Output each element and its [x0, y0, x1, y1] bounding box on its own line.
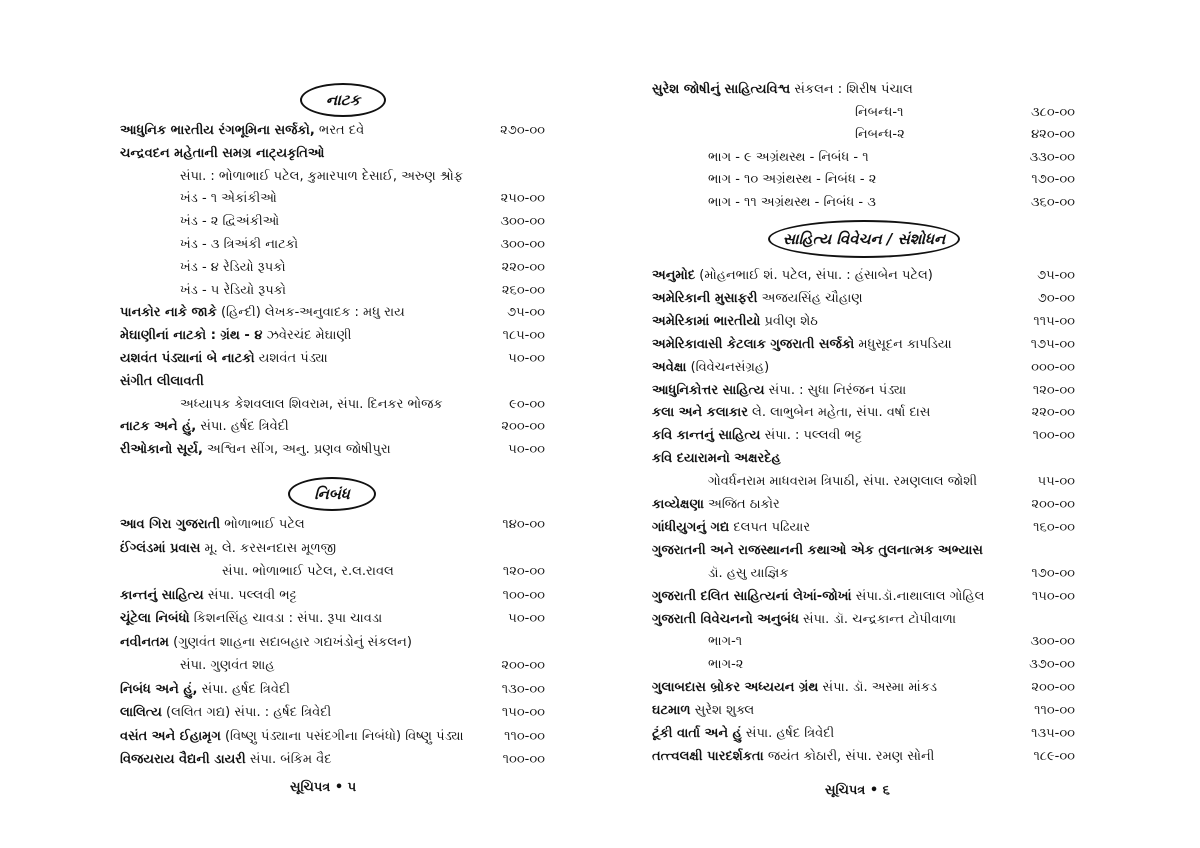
entry-title: કાવ્યેક્ષણા — [652, 497, 704, 512]
entry-price: ૧૧૦-૦૦ — [1034, 703, 1075, 719]
entry-price: ૧૪૦-૦૦ — [502, 517, 545, 532]
entry-title: આધુનિકોત્તર સાહિત્ય — [652, 382, 765, 398]
catalogue-row — [600, 678, 1200, 698]
entry-price: ૧૫૦-૦૦ — [1031, 588, 1075, 604]
entry-title: અમેરિકાની મુસાફરી — [652, 290, 758, 306]
catalogue-row — [0, 633, 600, 653]
entry-text — [120, 144, 324, 164]
catalogue-row — [600, 587, 1200, 607]
entry-text — [652, 358, 769, 378]
entry-title: કવિ દયારામનો અક્ષરદેહ — [652, 451, 781, 467]
entry-details: મૂ. લે. કરસનદાસ મૂળજી — [200, 540, 337, 556]
catalogue-row — [0, 703, 600, 723]
entry-text — [180, 281, 286, 301]
entry-details: ભાગ - ૧૦ અગ્રંથસ્થ - નિબંધ - ૨ — [708, 172, 877, 187]
entry-price: ૭૦-૦૦ — [1037, 290, 1075, 306]
entry-price: ૧૬૦-૦૦ — [1033, 519, 1075, 535]
entry-details: ખંડ - ૧ એકાંકીઓ — [180, 191, 277, 207]
entry-title: કાન્તનું સાહિત્ય — [120, 587, 204, 603]
section-heading-natak — [300, 83, 386, 117]
entry-title: ગુજરાતી દલિત સાહિત્યનાં લેખાં-જોખાં — [652, 588, 852, 604]
entry-title: ઈંગ્લંડમાં પ્રવાસ — [120, 540, 201, 556]
entry-text — [180, 395, 443, 415]
section-heading-nibandh-label: નિબંધ — [314, 485, 350, 503]
entry-details: સંપા. ડૉ. અસ્મા માંકડ — [818, 680, 938, 696]
catalogue-row — [600, 403, 1200, 423]
catalogue-row — [0, 281, 600, 301]
entry-title: અમેરિકાવાસી કેટલાક ગુજરાતી સર્જકો — [652, 336, 855, 352]
catalogue-row — [600, 724, 1200, 744]
entry-price: ૧૫૦-૦૦ — [501, 705, 545, 720]
catalogue-row — [0, 515, 600, 535]
entry-text — [120, 633, 412, 653]
entry-price: ૧૧૫-૦૦ — [1033, 313, 1075, 329]
entry-title: સુરેશ જોષીનું સાહિત્યવિશ્વ — [652, 82, 791, 97]
entry-details: કિશનસિંહ ચાવડા : સંપા. રૂપા ચાવડા — [189, 611, 383, 626]
entry-text — [120, 440, 391, 460]
entry-title: ચન્દ્રવદન મહેતાની સમગ્ર નાટ્યકૃતિઓ — [120, 145, 325, 161]
entry-price: ૧૦૦-૦૦ — [502, 752, 545, 767]
entry-text — [652, 449, 781, 469]
entry-text — [708, 632, 742, 652]
entry-title: અવેક્ષા — [652, 359, 687, 375]
entry-details: સંપા. હર્ષદ ત્રિવેદી — [741, 726, 835, 741]
entry-text — [120, 121, 364, 141]
entry-price: ૩૩૦-૦૦ — [1029, 149, 1075, 165]
entry-details: (લલિત ગદ્ય) સંપા. : હર્ષદ ત્રિવેદી — [161, 705, 332, 720]
entry-price: ૨૨૦-૦૦ — [501, 259, 545, 275]
entry-text — [120, 703, 331, 723]
entry-text — [652, 426, 862, 446]
catalogue-row — [0, 656, 600, 676]
catalogue-row — [0, 372, 600, 392]
catalogue-row — [600, 632, 1200, 652]
entry-details: નિબન્ધ-૧ — [855, 104, 904, 120]
entry-price: ૫૦-૦૦ — [508, 442, 545, 458]
entry-title: વિજયરાય વૈદ્યની ડાયરી — [120, 752, 246, 767]
entry-text — [180, 189, 277, 209]
entry-details: સંપા. ગુણવંત શાહ — [180, 658, 275, 673]
entry-price: ૧૦૦-૦૦ — [502, 587, 545, 603]
catalogue-row — [600, 289, 1200, 309]
catalogue-row — [600, 518, 1200, 538]
entry-title: ગુજરાતની અને રાજસ્થાનની કથાઓ એક તુલનાત્મક અભ્યાસ — [652, 542, 983, 558]
entry-title: અમેરિકામાં ભારતીયો — [652, 313, 761, 329]
catalogue-row — [0, 167, 600, 187]
entry-title: સંગીત લીલાવતી — [120, 373, 204, 389]
entry-details: અધ્યાપક કેશવલાલ શિવરામ, સંપા. દિનકર ભોજક — [180, 396, 443, 412]
entry-price: ૨૨૦-૦૦ — [1031, 405, 1075, 421]
entry-details: સંપા.ડૉ.નાથાલાલ ગોહિલ — [851, 588, 985, 604]
entry-text — [120, 303, 405, 323]
catalogue-row — [600, 701, 1200, 721]
catalogue-row — [600, 610, 1200, 630]
entry-text — [120, 609, 382, 629]
entry-details: નિબન્ધ-૨ — [855, 127, 905, 142]
entry-text — [180, 167, 463, 187]
entry-price: ૨૦૦-૦૦ — [501, 658, 545, 673]
entry-text — [708, 193, 876, 213]
entry-details: (વિષ્ણુ પંડ્યાના પસંદગીના નિબંધો) વિષ્ણુ પંડ્યા — [220, 728, 464, 744]
entry-title: અનુમોદ — [652, 268, 696, 283]
entry-text — [708, 564, 789, 584]
entry-text — [652, 678, 937, 698]
entry-details: અજયસિંહ ચૌહાણ — [757, 290, 863, 306]
catalogue-row — [600, 564, 1200, 584]
catalogue-row — [600, 472, 1200, 492]
entry-details: (હિન્દી) લેખક-અનુવાદક : મધુ રાય — [216, 305, 405, 321]
entry-title: યશવંત પંડ્યાનાં બે નાટકો — [120, 351, 255, 366]
entry-price: ૩૭૦-૦૦ — [1029, 657, 1075, 673]
right-page — [600, 0, 1200, 848]
entry-price: ૨૦૦-૦૦ — [1031, 680, 1075, 696]
entry-price: ૯૦-૦૦ — [509, 396, 545, 412]
entry-text — [652, 747, 934, 767]
entry-price: ૭૫-૦૦ — [507, 305, 545, 321]
entry-text — [652, 266, 933, 286]
entry-price: ૧૦૦-૦૦ — [1032, 428, 1075, 444]
entry-details: ગોવર્ધનરામ માધવરામ ત્રિપાઠી, સંપા. રમણલાલ જોશી — [708, 474, 978, 490]
catalogue-row — [0, 326, 600, 346]
entry-text — [652, 587, 984, 607]
catalogue-row — [0, 212, 600, 232]
entry-price: ૩૦૦-૦૦ — [500, 214, 545, 230]
catalogue-row — [0, 586, 600, 606]
entry-price: ૭૫-૦૦ — [1037, 268, 1075, 283]
entry-price: ૨૦૦-૦૦ — [1031, 497, 1075, 512]
section-heading-nibandh — [288, 477, 376, 511]
entry-text — [652, 518, 810, 538]
entry-details: સંપા. પલ્લવી ભટ્ટ — [203, 587, 297, 603]
entry-text — [652, 289, 863, 309]
entry-title: નવીનતમ — [120, 634, 169, 650]
entry-text — [652, 335, 952, 355]
catalogue-row — [0, 680, 600, 700]
entry-details: સંપા. : પલ્લવી ભટ્ટ — [760, 428, 862, 444]
entry-details: ભાગ - ૯ અગ્રંથસ્થ - નિબંધ - ૧ — [708, 149, 869, 165]
entry-details: મધુસૂદન કાપડિયા — [854, 336, 952, 352]
entry-price: ૧૩૦-૦૦ — [501, 681, 545, 697]
catalogue-row — [600, 655, 1200, 675]
entry-details: યશવંત પંડ્યા — [254, 351, 328, 366]
entry-text — [708, 148, 869, 168]
entry-price: ૧૨૦-૦૦ — [502, 564, 545, 579]
catalogue-row — [600, 103, 1200, 123]
entry-text — [120, 727, 464, 747]
entry-details: ઝવેરચંદ મેઘાણી — [262, 328, 352, 344]
entry-price: ૦૦૦-૦૦ — [1031, 359, 1075, 375]
catalogue-row — [600, 747, 1200, 767]
catalogue-row — [600, 426, 1200, 446]
catalogue-row — [0, 395, 600, 415]
catalogue-row — [600, 193, 1200, 213]
entry-details: પ્રવીણ શેઠ — [760, 313, 818, 329]
entry-title: આવ ગિરા ગુજરાતી — [120, 517, 221, 532]
entry-price: ૨૫૦-૦૦ — [500, 191, 545, 207]
entry-price: ૧૭૦-૦૦ — [1031, 565, 1075, 581]
entry-details: સુરેશ શુક્લ — [690, 703, 755, 719]
entry-text — [652, 403, 930, 423]
entry-title: વસંત અને ઈહામૃગ — [120, 728, 221, 744]
entry-text — [652, 610, 956, 630]
section-heading-sahitya-label: સાહિત્ય વિવેચન / સંશોધન — [782, 230, 946, 248]
entry-title: તત્ત્વલક્ષી પારદર્શકતા — [652, 748, 764, 764]
catalogue-row — [600, 80, 1200, 100]
entry-details: ડૉ. હસુ યાજ્ઞિક — [708, 565, 789, 581]
entry-details: ભાગ-૨ — [708, 657, 744, 673]
entry-text — [708, 655, 743, 675]
entry-details: સંપા. હર્ષદ ત્રિવેદી — [197, 681, 290, 697]
entry-price: ૫૦-૦૦ — [508, 351, 545, 366]
entry-price: ૧૨૦-૦૦ — [1032, 382, 1075, 398]
entry-details: (મોહનભાઈ શં. પટેલ, સંપા. : હંસાબેન પટેલ) — [695, 268, 933, 283]
entry-details: સંપા. : ભોળાભાઈ પટેલ, કુમારપાળ દેસાઈ, અરુણ શ્રોફ — [180, 168, 464, 184]
page-footer-left: સૂચિપત્ર • ૫ — [290, 780, 357, 795]
entry-details: ખંડ - ૫ રેડિયો રૂપકો — [180, 282, 287, 298]
catalogue-row — [0, 609, 600, 629]
entry-details: સંપા. હર્ષદ ત્રિવેદી — [196, 419, 289, 435]
entry-price: ૩૦૦-૦૦ — [1030, 634, 1075, 650]
catalogue-row — [600, 266, 1200, 286]
entry-details: સંપા. : સુધા નિરંજન પંડ્યા — [764, 382, 907, 398]
catalogue-row — [0, 440, 600, 460]
entry-text — [120, 586, 297, 606]
catalogue-row — [600, 312, 1200, 332]
entry-price: ૩૬૦-૦૦ — [1030, 194, 1075, 210]
entry-text — [120, 680, 290, 700]
entry-text — [222, 562, 394, 582]
entry-price: ૨૭૦-૦૦ — [500, 123, 545, 138]
entry-details: અશ્વિન સીંગ, અનુ. પ્રણવ જોષીપુરા — [202, 442, 391, 458]
section-heading-natak-label: નાટક — [325, 91, 361, 109]
entry-details: ભરત દવે — [314, 123, 365, 138]
entry-price: ૧૮૫-૦૦ — [502, 328, 545, 344]
catalogue-row — [600, 148, 1200, 168]
entry-title: ગાંધીયુગનું ગદ્ય — [652, 519, 730, 535]
entry-text — [652, 312, 818, 332]
entry-title: રીઓકાનો સૂર્ય, — [120, 442, 203, 458]
entry-price: ૧૮૯-૦૦ — [1033, 748, 1075, 764]
catalogue-row — [0, 189, 600, 209]
entry-text — [652, 495, 780, 515]
entry-text — [652, 724, 834, 744]
catalogue-row — [0, 727, 600, 747]
catalogue-row — [0, 235, 600, 255]
catalogue-row — [0, 258, 600, 278]
catalogue-row — [0, 349, 600, 369]
entry-text — [120, 349, 328, 369]
entry-text — [855, 103, 903, 123]
entry-text — [120, 417, 289, 437]
entry-price: ૧૧૦-૦૦ — [504, 728, 545, 744]
entry-title: ચૂંટેલા નિબંધો — [120, 611, 190, 626]
entry-title: લાલિત્ય — [120, 705, 162, 720]
entry-text — [855, 125, 905, 145]
entry-details: (વિવેચનસંગ્રહ) — [686, 359, 770, 375]
catalogue-row — [0, 121, 600, 141]
entry-text — [120, 539, 336, 559]
entry-text — [120, 326, 351, 346]
catalogue-row — [0, 303, 600, 323]
entry-price: ૧૩૫-૦૦ — [1031, 726, 1075, 741]
entry-details: દલપત પઢિયાર — [729, 519, 811, 535]
catalogue-row — [0, 144, 600, 164]
entry-price: ૫૫-૦૦ — [1037, 474, 1075, 490]
catalogue-row — [0, 750, 600, 770]
page-footer-right: સૂચિપત્ર • ૬ — [825, 783, 890, 798]
entry-price: ૫૦-૦૦ — [508, 611, 545, 626]
entry-details: સંકલન : શિરીષ પંચાલ — [790, 82, 913, 97]
entry-title: નિબંધ અને હું, — [120, 681, 198, 697]
entry-details: સંપા. બંકિમ વૈદ — [245, 752, 332, 767]
catalogue-row — [600, 170, 1200, 190]
entry-text — [652, 80, 913, 100]
entry-title: ઘટમાળ — [652, 703, 691, 719]
entry-text — [120, 750, 332, 770]
entry-text — [180, 656, 275, 676]
entry-price: ૧૭૫-૦૦ — [1030, 336, 1075, 352]
entry-price: ૨૦૦-૦૦ — [501, 419, 545, 435]
catalogue-row — [600, 335, 1200, 355]
entry-details: ભોળાભાઈ પટેલ — [220, 517, 305, 532]
entry-price: ૩૦૦-૦૦ — [500, 237, 545, 252]
entry-title: મેઘાણીનાં નાટકો : ગ્રંથ - ૪ — [120, 328, 263, 344]
entry-text — [180, 258, 286, 278]
entry-title: કવિ કાન્તનું સાહિત્ય — [652, 428, 761, 444]
section-heading-sahitya — [768, 220, 960, 258]
entry-details: ભાગ-૧ — [708, 634, 743, 650]
entry-title: ટૂંકી વાર્તા અને હું — [652, 726, 742, 741]
entry-title: ગુજરાતી વિવેચનનો અનુબંધ — [652, 611, 799, 627]
entry-title: આધુનિક ભારતીય રંગભૂમિના સર્જકો, — [120, 123, 315, 138]
entry-details: જયંત કોઠારી, સંપા. રમણ સોની — [763, 748, 935, 764]
entry-price: ૩૮૦-૦૦ — [1031, 104, 1075, 120]
entry-details: સંપા. ડૉ. ચન્દ્રકાન્ત ટોપીવાળા — [798, 611, 956, 627]
entry-details: ખંડ - ૪ રેડિયો રૂપકો — [180, 259, 286, 275]
catalogue-row — [600, 381, 1200, 401]
entry-details: ખંડ - ૩ ત્રિઅંકી નાટકો — [180, 237, 299, 252]
entry-details: લે. લાભુબેન મહેતા, સંપા. વર્ષા દાસ — [747, 405, 931, 421]
catalogue-row — [600, 358, 1200, 378]
entry-text — [652, 381, 906, 401]
entry-title: નાટક અને હું, — [120, 419, 197, 435]
entry-text — [180, 212, 279, 232]
catalogue-row — [600, 125, 1200, 145]
catalogue-row — [0, 562, 600, 582]
catalogue-row — [600, 541, 1200, 561]
entry-text — [120, 515, 305, 535]
entry-text — [180, 235, 298, 255]
entry-price: ૨૬૦-૦૦ — [501, 282, 545, 298]
entry-details: ખંડ - ૨ દ્વિઅંકીઓ — [180, 214, 280, 230]
entry-details: ભાગ - ૧૧ અગ્રંથસ્થ - નિબંધ - ૩ — [708, 194, 876, 210]
entry-text — [708, 472, 977, 492]
entry-details: અજિત ઠાકોર — [703, 497, 780, 512]
entry-title: કલા અને કલાકાર — [652, 405, 748, 421]
entry-text — [652, 701, 754, 721]
catalogue-row — [0, 539, 600, 559]
entry-title: ગુલાબદાસ બ્રોકર અધ્યયન ગ્રંથ — [652, 680, 819, 696]
catalogue-row — [0, 417, 600, 437]
entry-details: સંપા. ભોળાભાઈ પટેલ, ર.લ.રાવલ — [222, 564, 394, 579]
catalogue-row — [600, 495, 1200, 515]
catalogue-row — [600, 449, 1200, 469]
entry-title: પાનકોર નાકે જાકે — [120, 305, 217, 321]
entry-text — [652, 541, 983, 561]
entry-text — [708, 170, 876, 190]
entry-price: ૪૨૦-૦૦ — [1031, 127, 1075, 142]
entry-details: (ગુણવંત શાહના સદાબહાર ગદ્યખંડોનું સંકલન) — [168, 634, 412, 650]
entry-price: ૧૭૦-૦૦ — [1031, 172, 1075, 187]
entry-text — [120, 372, 204, 392]
